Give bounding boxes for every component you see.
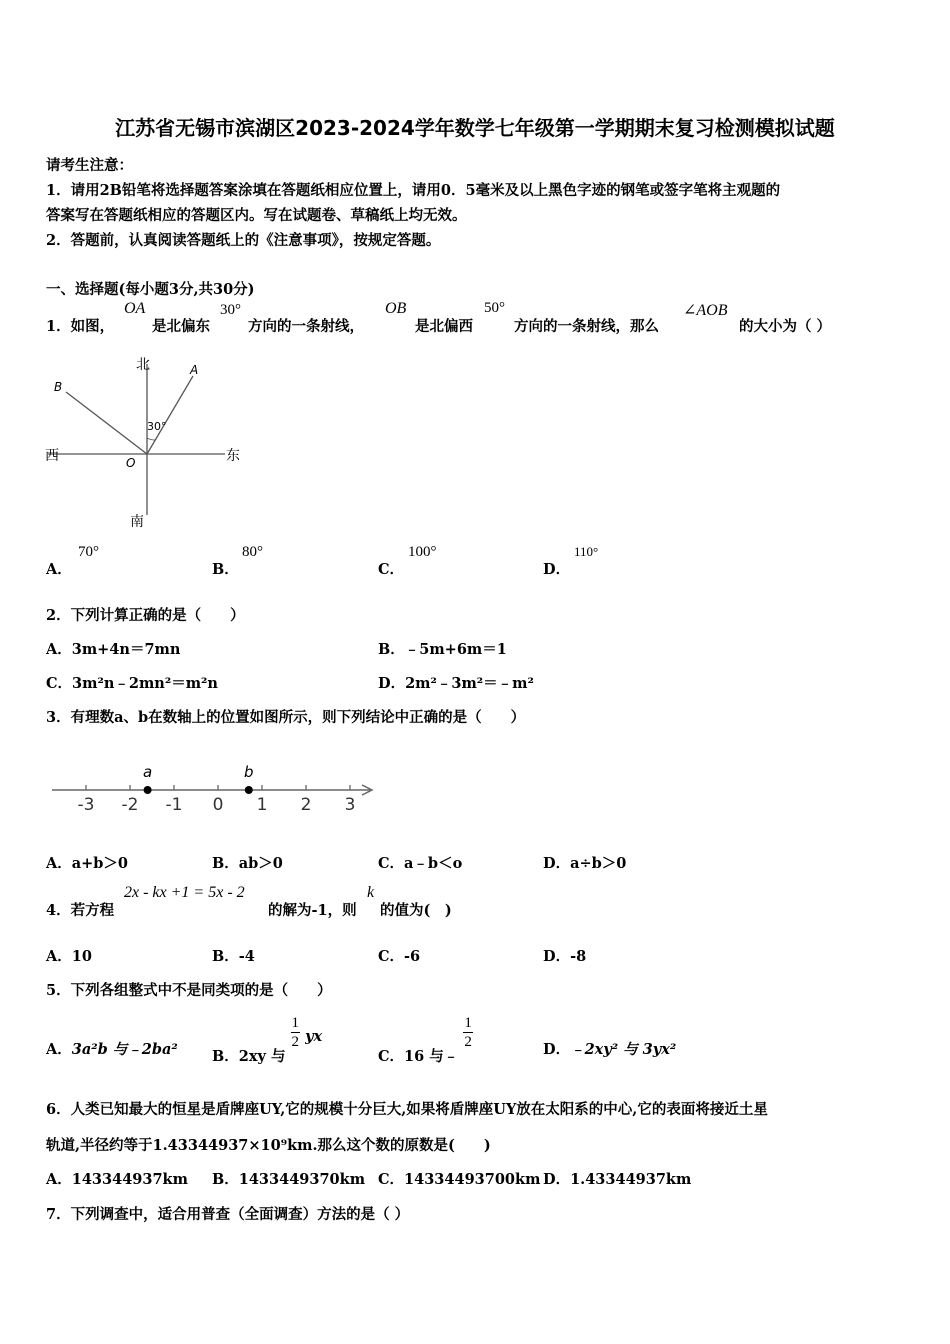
- q2-option-d: D．2m²﹣3m²＝﹣m²: [378, 675, 534, 692]
- q2-stem: 2．下列计算正确的是（ ）: [46, 607, 245, 624]
- section-heading: 一、选择题(每小题3分,共30分): [46, 281, 255, 298]
- q6-option-d: D．1.43344937km: [543, 1171, 692, 1188]
- tick-label: 2: [300, 795, 312, 815]
- q1-text-6: 的大小为（ ）: [739, 318, 832, 335]
- q1-text-2: 是北偏东: [152, 318, 210, 335]
- q1-option-b-label: B．: [212, 561, 239, 578]
- label-south: 南: [130, 514, 144, 530]
- q4-option-a: A．10: [46, 948, 92, 965]
- q4-option-b: B．-4: [212, 948, 255, 965]
- q2-option-b: B．﹣5m+6m＝1: [378, 641, 507, 658]
- q3-stem: 3．有理数a、b在数轴上的位置如图所示，则下列结论中正确的是（ ）: [46, 709, 526, 726]
- tick-label: 1: [256, 795, 268, 815]
- label-b: B: [54, 380, 63, 394]
- q5-option-b: B．2xy 与 $\frac{1}{2}$ yx: [212, 1015, 323, 1065]
- point-b: [245, 786, 253, 794]
- point-a: [144, 786, 152, 794]
- label-point-a: a: [142, 763, 153, 781]
- q4-text-2: 的解为-1，则: [268, 902, 357, 919]
- q4-text-3: 的值为( ): [380, 902, 452, 919]
- q2-option-a: A．3m+4n＝7mn: [46, 641, 181, 658]
- label-o: O: [126, 456, 136, 470]
- ray-oa: [147, 376, 193, 454]
- q1-option-c-label: C．: [378, 561, 405, 578]
- label-west: 西: [45, 448, 59, 464]
- q6-option-c: C．14334493700km: [378, 1171, 541, 1188]
- q1-option-c-value: 100°: [408, 544, 437, 560]
- q3-option-c: C．a﹣b＜o: [378, 855, 463, 872]
- q3-option-b: B．ab＞0: [212, 855, 283, 872]
- label-east: 东: [226, 448, 240, 464]
- label-a: A: [190, 363, 199, 377]
- tick-label: -3: [77, 795, 95, 815]
- q1-text-5: 方向的一条射线，那么: [514, 318, 659, 335]
- q1-option-a-value: 70°: [78, 544, 99, 560]
- q5-option-a: A．3a²b 与﹣2ba²: [46, 1041, 178, 1058]
- q1-direction-figure: [40, 350, 255, 532]
- q6-line-2: 轨道,半径约等于1.43344937×10⁹km.那么这个数的原数是( ): [46, 1137, 491, 1154]
- page-title: 江苏省无锡市滨湖区2023-2024学年数学七年级第一学期期末复习检测模拟试题: [115, 116, 835, 140]
- q1-option-d-value: 110°: [574, 544, 599, 559]
- q1-math-ob: OB: [385, 300, 407, 317]
- q1-text-3: 方向的一条射线，: [248, 318, 364, 335]
- label-angle: 30°: [147, 420, 167, 433]
- notice-line-1b: 答案写在答题纸相应的答题区内。写在试题卷、草稿纸上均无效。: [46, 207, 467, 224]
- q5-option-d: D．﹣2xy² 与 3yx²: [543, 1041, 677, 1058]
- q3-option-d: D．a÷b＞0: [543, 855, 627, 872]
- notice-line-2: 2．答题前，认真阅读答题纸上的《注意事项》，按规定答题。: [46, 232, 441, 249]
- tick-label: 3: [344, 795, 356, 815]
- q5-stem: 5．下列各组整式中不是同类项的是（ ）: [46, 982, 332, 999]
- label-north: 北: [136, 357, 150, 373]
- q5-option-c: C．16 与﹣ $\frac{1}{2}$: [378, 1015, 472, 1065]
- q6-option-b: B．1433449370km: [212, 1171, 366, 1188]
- q3-option-a: A．a+b＞0: [46, 855, 129, 872]
- ray-ob: [66, 392, 147, 454]
- q1-text-4: 是北偏西: [415, 318, 473, 335]
- q2-option-c: C．3m²n﹣2mn²＝m²n: [46, 675, 218, 692]
- q4-option-c: C．-6: [378, 948, 421, 965]
- q6-line-1: 6．人类已知最大的恒星是盾牌座UY,它的规模十分巨大,如果将盾牌座UY放在太阳系的中心,它的表面将接近土星: [46, 1101, 768, 1118]
- q1-math-30: 30°: [220, 302, 241, 318]
- notice-heading: 请考生注意：: [46, 157, 133, 174]
- q4-math-k: k: [367, 884, 375, 901]
- q1-text-1: 1．如图，: [46, 318, 115, 335]
- q1-math-oa: OA: [124, 300, 146, 317]
- q1-option-d-label: D．: [543, 561, 571, 578]
- q1-option-a-label: A．: [46, 561, 72, 578]
- label-point-b: b: [244, 763, 254, 781]
- q6-option-a: A．143344937km: [46, 1171, 188, 1188]
- q4-option-d: D．-8: [543, 948, 587, 965]
- q1-math-50: 50°: [484, 300, 505, 316]
- tick-label: 0: [212, 795, 224, 815]
- notice-line-1: 1．请用2B铅笔将选择题答案涂填在答题纸相应位置上，请用0．5毫米及以上黑色字迹的钢笔或签字笔将主观题的: [46, 182, 781, 199]
- q5-c-fraction: $\frac{1}{2}$: [464, 1015, 472, 1050]
- tick-label: -2: [121, 795, 139, 815]
- q4-text-1: 4．若方程: [46, 902, 115, 919]
- tick-label: -1: [165, 795, 183, 815]
- q4-equation: 2x - kx +1 = 5x - 2: [124, 884, 245, 901]
- q1-option-b-value: 80°: [242, 544, 263, 560]
- q3-number-line: [46, 756, 386, 818]
- q5-b-fraction: $\frac{1}{2}$: [291, 1015, 300, 1050]
- q7-stem: 7．下列调查中，适合用普查（全面调查）方法的是（ ）: [46, 1206, 410, 1223]
- q1-math-aob: ∠AOB: [683, 302, 728, 319]
